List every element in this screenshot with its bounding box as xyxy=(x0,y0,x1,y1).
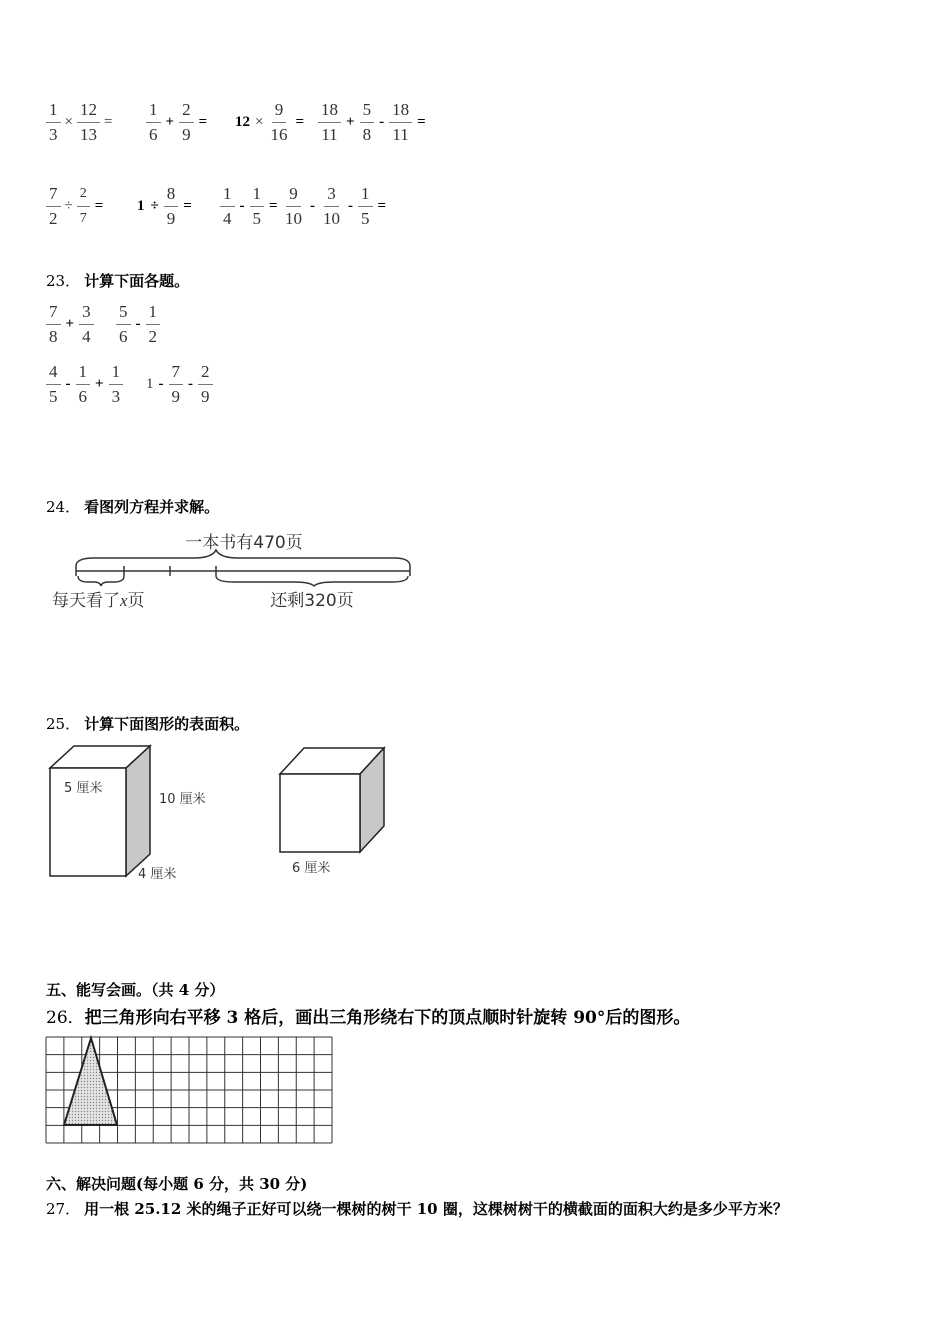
cuboid-side-face xyxy=(126,746,150,876)
calc-1-4: $\frac{18}{11}$ + $\frac{5}{8}$ - $\frac{18}{11}$ = xyxy=(316,100,429,145)
calc-1-1: $\frac{1}{3}$ × $\frac{12}{13}$ = xyxy=(44,100,114,145)
question-23-title: 23． 计算下面各题。 xyxy=(46,272,190,290)
cuboid-height-label: 10 厘米 xyxy=(159,792,206,807)
cube-front-face xyxy=(280,774,360,852)
remaining-pages-label: 还剩320页 xyxy=(270,591,354,611)
calc-2-3: $\frac{1}{4}$ - $\frac{1}{5}$ = xyxy=(218,184,281,229)
question-24-title: 24． 看图列方程并求解。 xyxy=(46,498,220,516)
right-brace xyxy=(216,576,408,586)
calc-2-4: $\frac{9}{10}$ - $\frac{3}{10}$ - $\frac{1}{5}$ = xyxy=(285,184,387,228)
book-pages-diagram xyxy=(44,528,419,614)
q23-expr-2: $\frac{5}{6}$ - $\frac{1}{2}$ xyxy=(114,302,162,347)
calc-2-2: 1 ÷ $\frac{8}{9}$ = xyxy=(137,184,192,228)
question-26-text: 26．把三角形向右平移 3 格后，画出三角形绕右下的顶点顺时针旋转 90°后的图形。 xyxy=(46,1008,691,1028)
section-6-title: 六、解决问题(每小题 6 分，共 30 分) xyxy=(46,1175,308,1193)
q23-expr-1: $\frac{7}{8}$ + $\frac{3}{4}$ xyxy=(44,302,96,347)
triangle-shape xyxy=(64,1038,117,1125)
cuboid-depth-label: 4 厘米 xyxy=(138,867,177,882)
grid-figure xyxy=(44,1035,336,1145)
total-pages-label: 一本书有470页 xyxy=(185,533,303,553)
cube-figure xyxy=(274,742,394,888)
q23-expr-4: 1 - $\frac{7}{9}$ - $\frac{2}{9}$ xyxy=(144,362,215,407)
calc-2-1: $\frac{7}{2}$ ÷ $\frac{2}{7}$ = xyxy=(44,184,106,229)
calc-1-2: $\frac{1}{6}$ + $\frac{2}{9}$ = xyxy=(144,100,210,145)
q23-expr-3: $\frac{4}{5}$ - $\frac{1}{6}$ + $\frac{1}{3}$ xyxy=(44,362,125,407)
question-27-text: 27． 用一根 25.12 米的绳子正好可以绕一棵树的树干 10 圈，这棵树树干的横截面的面积大约是多少平方米？ xyxy=(46,1200,788,1218)
calc-1-3: 12 × $\frac{9}{16}$ = xyxy=(235,100,305,144)
cuboid-width-label: 5 厘米 xyxy=(64,781,103,796)
left-brace xyxy=(78,576,124,586)
daily-pages-label: 每天看了x页 xyxy=(52,591,145,611)
section-5-title: 五、能写会画。（共 4 分） xyxy=(46,981,225,999)
question-25-title: 25． 计算下面图形的表面积。 xyxy=(46,715,250,733)
cuboid-figure xyxy=(44,742,219,888)
cube-edge-label: 6 厘米 xyxy=(292,861,331,876)
